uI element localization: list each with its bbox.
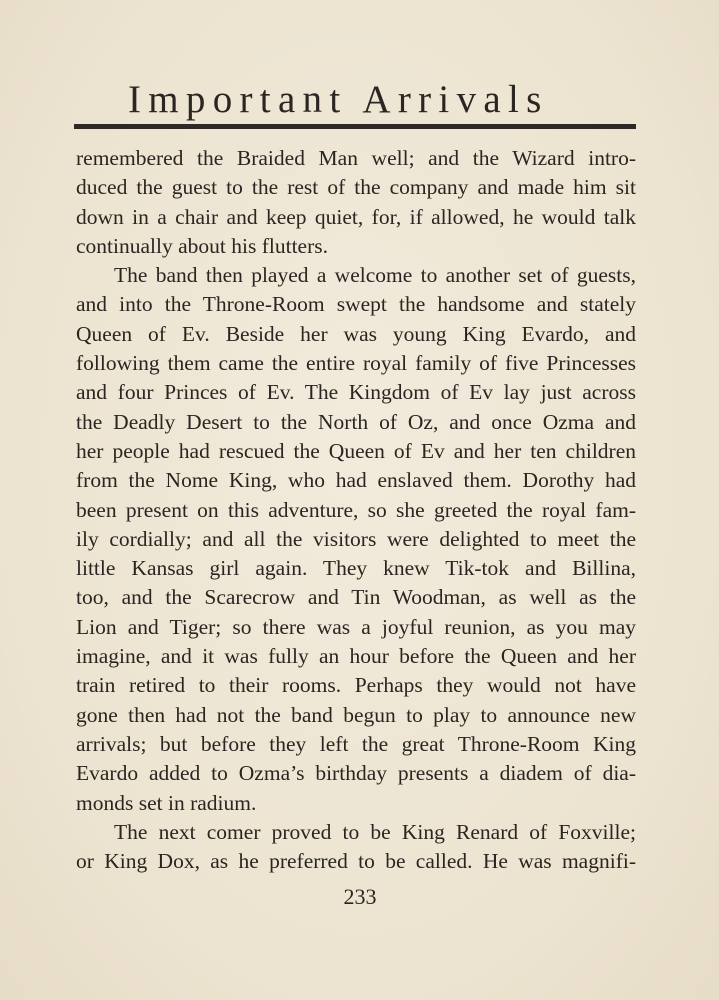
text-line: gone then had not the band begun to play to announce new bbox=[76, 702, 636, 727]
text-line: following them came the entire royal family of five Princesses bbox=[76, 351, 636, 376]
text-line: her people had rescued the Queen of Ev and her ten children bbox=[76, 438, 636, 463]
text-line: train retired to their rooms. Perhaps they would not have bbox=[76, 673, 636, 698]
text-line: monds set in radium. bbox=[76, 790, 257, 815]
text-line: and four Princes of Ev. The Kingdom of Ev lay just across bbox=[76, 380, 636, 405]
running-head: Important Arrivals bbox=[128, 78, 549, 121]
text-line: ily cordially; and all the visitors were delighted to meet the bbox=[76, 526, 636, 551]
text-line: Evardo added to Ozma’s birthday presents a diadem of dia- bbox=[76, 761, 636, 786]
text-line: arrivals; but before they left the great Throne-Room King bbox=[76, 731, 636, 756]
body-text bbox=[76, 144, 636, 876]
text-line: little Kansas girl again. They knew Tik-tok and Billina, bbox=[76, 556, 636, 581]
text-line: continually about his flutters. bbox=[76, 233, 328, 258]
text-line: from the Nome King, who had enslaved them. Dorothy had bbox=[76, 468, 636, 493]
text-line: duced the guest to the rest of the company and made him sit bbox=[76, 175, 636, 200]
text-line: remembered the Braided Man well; and the Wizard intro- bbox=[76, 146, 636, 170]
text-line: The band then played a welcome to another set of guests, bbox=[114, 263, 636, 288]
text-line: or King Dox, as he preferred to be called. He was magnifi- bbox=[76, 849, 636, 874]
page-number: 233 bbox=[343, 884, 377, 909]
text-line: and into the Throne-Room swept the handsome and stately bbox=[76, 292, 636, 317]
text-line: down in a chair and keep quiet, for, if allowed, he would talk bbox=[76, 204, 636, 229]
text-line: too, and the Scarecrow and Tin Woodman, as well as the bbox=[76, 585, 636, 610]
text-line: been present on this adventure, so she greeted the royal fam- bbox=[76, 497, 636, 522]
text-line: The next comer proved to be King Renard of Foxville; bbox=[114, 819, 636, 844]
text-line: imagine, and it was fully an hour before the Queen and her bbox=[76, 644, 636, 669]
text-line: the Deadly Desert to the North of Oz, and once Ozma and bbox=[76, 409, 636, 434]
text-line: Lion and Tiger; so there was a joyful reunion, as you may bbox=[76, 614, 636, 639]
text-line: Queen of Ev. Beside her was young King Evardo, and bbox=[76, 321, 636, 346]
header-rule bbox=[74, 124, 636, 129]
